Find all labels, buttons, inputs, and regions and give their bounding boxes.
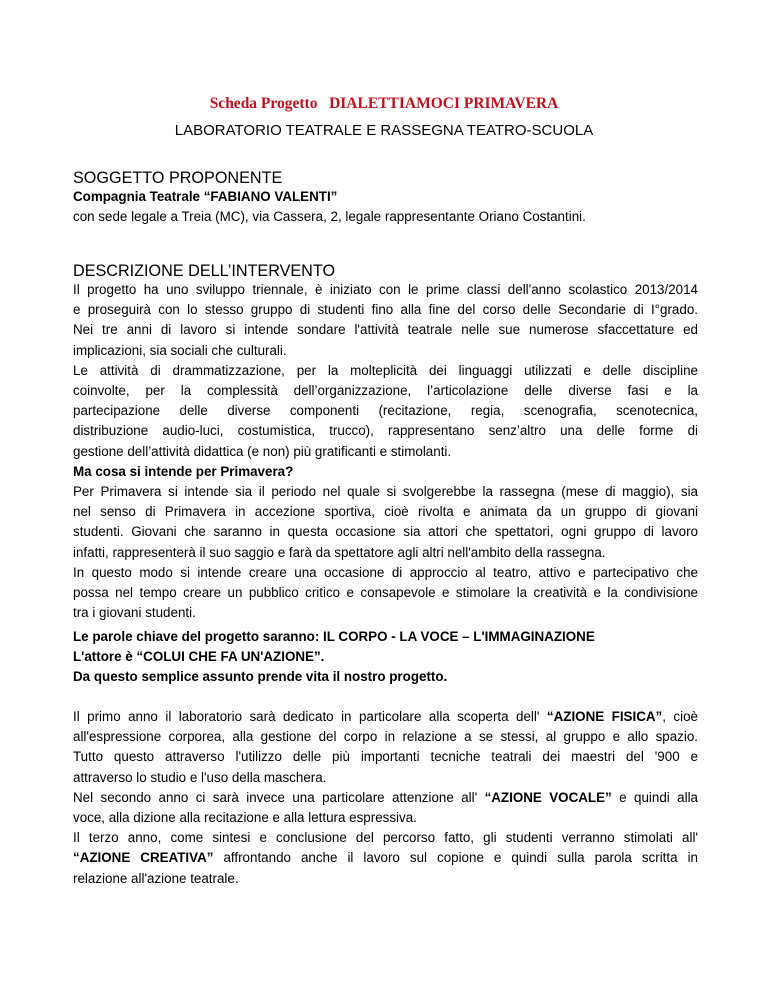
text-line: attraverso lo studio e l'uso della maschera. xyxy=(73,769,327,785)
text-line: partecipazione delle diverse componenti (recitazione, regia, scenografia, scenotecnica, xyxy=(73,403,698,419)
text-line: Per Primavera si intende sia il periodo nel quale si svolgerebbe la rassegna (mese di maggio), sia xyxy=(73,484,698,500)
keywords-line: L'attore è “COLUI CHE FA UN'AZIONE”. xyxy=(73,649,325,665)
text-line: relazione all'azione teatrale. xyxy=(73,870,239,886)
text-line: In questo modo si intende creare una occasione di approccio al teatro, attivo e partecipativo che xyxy=(73,564,698,580)
text-line: studenti. Giovani che saranno in questa occasione sia attori che spettatori, ogni gruppo di lavoro xyxy=(73,524,698,540)
text-line: all'espressione corporea, alla gestione del corpo in relazione a se stessi, al gruppo e allo spazio. xyxy=(73,729,698,745)
section-heading-descrizione: DESCRIZIONE DELL’INTERVENTO xyxy=(73,262,336,280)
text-line: infatti, rappresenterà il suo saggio e farà da spettatore agli altri nell'ambito della rassegna. xyxy=(73,544,606,560)
question-heading: Ma cosa si intende per Primavera? xyxy=(73,463,294,479)
text-line: coinvolte, per la complessità dell’organizzazione, l’articolazione delle diverse fasi e la xyxy=(73,383,698,399)
project-subtitle: LABORATORIO TEATRALE E RASSEGNA TEATRO-SCUOLA xyxy=(174,122,594,139)
project-title: Scheda Progetto DIALETTIAMOCI PRIMAVERA xyxy=(209,95,559,112)
years-block xyxy=(73,707,698,889)
keywords-line: Da questo semplice assunto prende vita il nostro progetto. xyxy=(73,669,448,685)
text-line: Nel secondo anno ci sarà invece una particolare attenzione all' “AZIONE VOCALE” e quindi alla xyxy=(73,789,698,805)
text-line: nel senso di Primavera in accezione sportiva, cioè rivolta e animata da un gruppo di giovani xyxy=(73,504,698,520)
text-line: gestione dell’attività didattica (e non) più gratificanti e stimolanti. xyxy=(73,443,452,459)
emphasis-azione-fisica: “AZIONE FISICA” xyxy=(546,709,663,724)
company-address: con sede legale a Treia (MC), via Cassera, 2, legale rappresentante Oriano Costantini. xyxy=(73,209,586,224)
emphasis-azione-creativa: “AZIONE CREATIVA” xyxy=(73,850,214,866)
text-line: Tutto questo attraverso l'utilizzo delle più importanti tecniche teatrali dei maestri del '900 e xyxy=(73,749,698,765)
text-line: Il primo anno il laboratorio sarà dedicato in particolare alla scoperta dell' “AZIONE FISICA”, cioè xyxy=(73,709,698,724)
text-line: distribuzione audio-luci, costumistica, trucco), rappresentano senz’altro una delle forme di xyxy=(73,423,698,439)
paragraph-intro xyxy=(73,280,698,623)
keywords-block xyxy=(73,627,698,688)
text-line: e proseguirà con lo stesso gruppo di studenti fino alla fine del corso delle Secondarie di I°grado. xyxy=(73,302,698,318)
section-heading-soggetto: SOGGETTO PROPONENTE xyxy=(73,169,283,187)
text-line: voce, alla dizione alla recitazione e alla lettura espressiva. xyxy=(73,810,417,826)
company-name: Compagnia Teatrale “FABIANO VALENTI” xyxy=(73,189,338,204)
text-line: Il terzo anno, come sintesi e conclusione del percorso fatto, gli studenti verranno stimolati all' xyxy=(73,830,698,846)
text-line: implicazioni, sia sociali che culturali. xyxy=(73,342,287,358)
text-line: “AZIONE CREATIVA” affrontando anche il lavoro sul copione e quindi sulla parola scritta in xyxy=(73,850,698,866)
text-line: Il progetto ha uno sviluppo triennale, è iniziato con le prime classi dell'anno scolastico 2013/2014 xyxy=(73,282,698,297)
text-line: Le attività di drammatizzazione, per la molteplicità dei linguaggi utilizzati e delle discipline xyxy=(73,362,698,378)
text-line: possa nel tempo creare un pubblico critico e consapevole e stimolare la creatività e la condivisione xyxy=(73,585,698,601)
text-line: Nei tre anni di lavoro si intende sondare l'attività teatrale nelle sue numerose sfaccettature ed xyxy=(73,322,698,338)
text-line: tra i giovani studenti. xyxy=(73,605,196,621)
keywords-line: Le parole chiave del progetto saranno: IL CORPO - LA VOCE – L'IMMAGINAZIONE xyxy=(73,629,595,644)
emphasis-azione-vocale: “AZIONE VOCALE” xyxy=(484,789,612,805)
